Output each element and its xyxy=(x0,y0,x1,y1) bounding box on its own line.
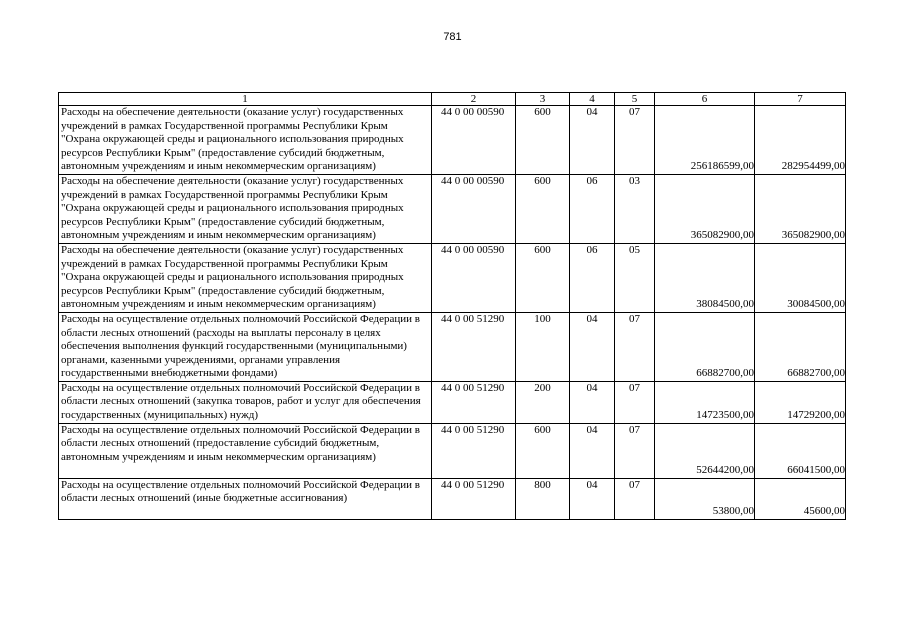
section-cell: 04 xyxy=(570,478,615,519)
expense-name-cell: Расходы на осуществление отдельных полномочий Российской Федерации в области лесных отношений (расходы на выплаты персоналу в целях обеспечения выполнения функций государственными (муниципальными) органами, казенными учреждениями, органами управления государственными внебюджетными фондами) xyxy=(59,312,432,381)
table-row xyxy=(59,423,846,478)
target-article-code-cell: 44 0 00 00590 xyxy=(432,106,516,175)
table-row xyxy=(59,174,846,243)
subsection-cell: 07 xyxy=(615,423,655,478)
column-header-4: 4 xyxy=(570,93,615,106)
expense-type-cell: 600 xyxy=(516,243,570,312)
column-header-1: 1 xyxy=(59,93,432,106)
subsection-cell: 07 xyxy=(615,106,655,175)
expense-name-cell: Расходы на обеспечение деятельности (оказание услуг) государственных учреждений в рамках Государственной программы Республики Крым "Охрана окружающей среды и рационального использования природных ресурсов Республики Крым" (предоставление субсидий бюджетным, автономным учреждениям и иным некоммерческим организациям) xyxy=(59,174,432,243)
table-header-row xyxy=(59,93,846,106)
column-header-7: 7 xyxy=(755,93,846,106)
column-header-6: 6 xyxy=(655,93,755,106)
subsection-cell: 07 xyxy=(615,312,655,381)
expense-name-cell: Расходы на осуществление отдельных полномочий Российской Федерации в области лесных отношений (закупка товаров, работ и услуг для обеспечения государственных (муниципальных) нужд) xyxy=(59,381,432,423)
target-article-code-cell: 44 0 00 00590 xyxy=(432,243,516,312)
section-cell: 04 xyxy=(570,106,615,175)
expense-name-cell: Расходы на обеспечение деятельности (оказание услуг) государственных учреждений в рамках Государственной программы Республики Крым "Охрана окружающей среды и рационального использования природных ресурсов Республики Крым" (предоставление субсидий бюджетным, автономным учреждениям и иным некоммерческим организациям) xyxy=(59,106,432,175)
column-header-2: 2 xyxy=(432,93,516,106)
subsection-cell: 07 xyxy=(615,478,655,519)
amount-year-2-cell: 14729200,00 xyxy=(755,381,846,423)
expense-name-cell: Расходы на осуществление отдельных полномочий Российской Федерации в области лесных отношений (предоставление субсидий бюджетным, автономным учреждениям и иным некоммерческим организациям) xyxy=(59,423,432,478)
column-header-3: 3 xyxy=(516,93,570,106)
section-cell: 04 xyxy=(570,423,615,478)
amount-year-1-cell: 38084500,00 xyxy=(655,243,755,312)
target-article-code-cell: 44 0 00 51290 xyxy=(432,312,516,381)
amount-year-2-cell: 66882700,00 xyxy=(755,312,846,381)
page-number: 781 xyxy=(443,31,462,43)
table-row xyxy=(59,478,846,519)
column-header-5: 5 xyxy=(615,93,655,106)
amount-year-2-cell: 66041500,00 xyxy=(755,423,846,478)
section-cell: 04 xyxy=(570,312,615,381)
target-article-code-cell: 44 0 00 51290 xyxy=(432,381,516,423)
amount-year-1-cell: 365082900,00 xyxy=(655,174,755,243)
amount-year-1-cell: 52644200,00 xyxy=(655,423,755,478)
subsection-cell: 07 xyxy=(615,381,655,423)
budget-table xyxy=(58,92,846,520)
target-article-code-cell: 44 0 00 51290 xyxy=(432,423,516,478)
amount-year-2-cell: 365082900,00 xyxy=(755,174,846,243)
section-cell: 04 xyxy=(570,381,615,423)
expense-type-cell: 100 xyxy=(516,312,570,381)
amount-year-2-cell: 45600,00 xyxy=(755,478,846,519)
section-cell: 06 xyxy=(570,174,615,243)
table-row xyxy=(59,243,846,312)
table-row xyxy=(59,381,846,423)
amount-year-1-cell: 53800,00 xyxy=(655,478,755,519)
target-article-code-cell: 44 0 00 51290 xyxy=(432,478,516,519)
expense-type-cell: 600 xyxy=(516,106,570,175)
amount-year-2-cell: 282954499,00 xyxy=(755,106,846,175)
amount-year-1-cell: 14723500,00 xyxy=(655,381,755,423)
table-row xyxy=(59,106,846,175)
expense-name-cell: Расходы на осуществление отдельных полномочий Российской Федерации в области лесных отношений (иные бюджетные ассигнования) xyxy=(59,478,432,519)
section-cell: 06 xyxy=(570,243,615,312)
amount-year-1-cell: 256186599,00 xyxy=(655,106,755,175)
expense-type-cell: 600 xyxy=(516,174,570,243)
expense-type-cell: 600 xyxy=(516,423,570,478)
expense-name-cell: Расходы на обеспечение деятельности (оказание услуг) государственных учреждений в рамках Государственной программы Республики Крым "Охрана окружающей среды и рационального использования природных ресурсов Республики Крым" (предоставление субсидий бюджетным, автономным учреждениям и иным некоммерческим организациям) xyxy=(59,243,432,312)
amount-year-2-cell: 30084500,00 xyxy=(755,243,846,312)
target-article-code-cell: 44 0 00 00590 xyxy=(432,174,516,243)
expense-type-cell: 200 xyxy=(516,381,570,423)
subsection-cell: 03 xyxy=(615,174,655,243)
table-row xyxy=(59,312,846,381)
expense-type-cell: 800 xyxy=(516,478,570,519)
amount-year-1-cell: 66882700,00 xyxy=(655,312,755,381)
subsection-cell: 05 xyxy=(615,243,655,312)
